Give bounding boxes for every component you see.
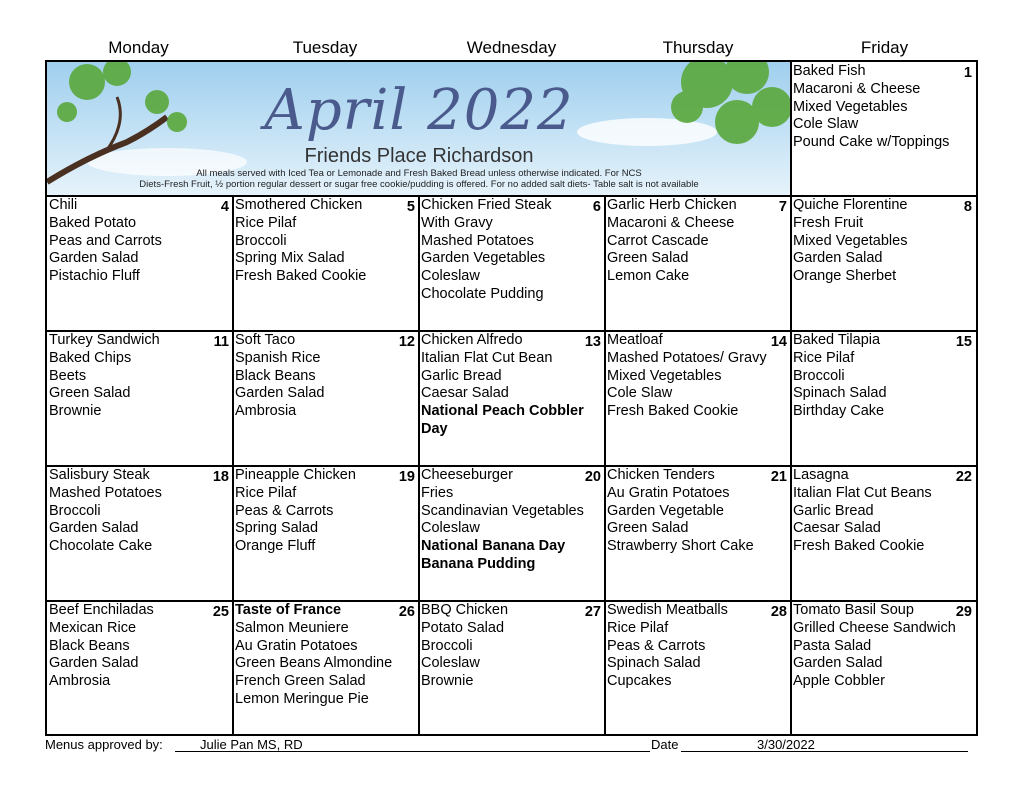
menu-item: Green Salad — [49, 385, 131, 402]
menu-item: Garden Salad — [235, 385, 325, 402]
day-cell-1 — [793, 63, 972, 152]
approved-name: Julie Pan MS, RD — [200, 737, 303, 752]
menu-item: Coleslaw — [421, 655, 480, 672]
menu-item: Garden Salad — [793, 250, 883, 267]
menu-item: Fresh Baked Cookie — [793, 538, 925, 555]
menu-item: Fresh Baked Cookie — [607, 403, 739, 420]
banner-note — [47, 168, 791, 190]
menu-item: Cupcakes — [607, 673, 672, 690]
menu-item: Spinach Salad — [607, 655, 701, 672]
menu-item: Mixed Vegetables — [607, 367, 722, 384]
day-number: 26 — [398, 604, 415, 620]
special-day-note: National Peach Cobbler Day — [421, 403, 584, 437]
approval-footer — [45, 737, 978, 753]
menu-item: Rice Pilaf — [235, 484, 297, 501]
day-cell-19 — [235, 467, 415, 556]
day-cell-28 — [607, 602, 787, 691]
day-cell-18 — [49, 467, 229, 556]
menu-item: Scandinavian Vegetables — [421, 502, 584, 519]
menu-item: Fresh Baked Cookie — [235, 268, 367, 285]
menu-item: Salmon Meuniere — [235, 619, 349, 636]
menu-item: Cole Slaw — [607, 385, 673, 402]
menu-item: Coleslaw — [421, 520, 480, 537]
grid-column-divider — [790, 62, 792, 734]
date-label: Date — [651, 737, 679, 752]
day-number: 5 — [406, 199, 415, 215]
menu-item: Fries — [421, 484, 454, 501]
menu-item: Pineapple Chicken — [235, 467, 356, 483]
menu-item: Macaroni & Cheese — [793, 80, 921, 97]
day-number: 4 — [220, 199, 229, 215]
menu-item: Black Beans — [49, 637, 130, 654]
menu-item: Mashed Potatoes — [49, 484, 162, 501]
month-banner — [47, 62, 791, 196]
date-line — [681, 751, 968, 752]
menu-item: Tomato Basil Soup — [793, 602, 914, 618]
menu-item: Ambrosia — [49, 673, 111, 690]
menu-item: Garden Salad — [49, 250, 139, 267]
day-number: 7 — [778, 199, 787, 215]
menu-item: Pasta Salad — [793, 637, 872, 654]
menu-item: Garlic Herb Chicken — [607, 197, 737, 213]
menu-item: Black Beans — [235, 367, 316, 384]
menu-item: Caesar Salad — [793, 520, 881, 537]
approved-label: Menus approved by: — [45, 737, 163, 752]
menu-item: Brownie — [421, 673, 474, 690]
menu-item: Chicken Alfredo — [421, 332, 523, 348]
weekday-header — [45, 38, 978, 60]
day-thursday: Thursday — [662, 38, 734, 57]
banner-note-line-2: Diets-Fresh Fruit, ½ portion regular dessert or sugar free cookie/pudding is offered. For no added salt diets- Table salt is not available — [139, 179, 699, 190]
menu-item: Garden Salad — [49, 520, 139, 537]
day-number: 18 — [212, 469, 229, 485]
menu-item: Soft Taco — [235, 332, 296, 348]
day-cell-25 — [49, 602, 229, 691]
menu-item: Salisbury Steak — [49, 467, 150, 483]
menu-item: Cheeseburger — [421, 467, 513, 483]
day-number: 15 — [955, 334, 972, 350]
day-cell-26 — [235, 602, 415, 709]
menu-item: Spring Salad — [235, 520, 319, 537]
day-tuesday: Tuesday — [292, 38, 358, 57]
menu-item: BBQ Chicken — [421, 602, 509, 618]
day-number: 28 — [770, 604, 787, 620]
menu-item: Broccoli — [421, 637, 473, 654]
day-cell-20 — [421, 467, 601, 574]
menu-item: Rice Pilaf — [235, 214, 297, 231]
menu-item: With Gravy — [421, 214, 493, 231]
menu-item: Mashed Potatoes/ Gravy — [607, 349, 767, 366]
menu-item: Chicken Tenders — [607, 467, 715, 483]
day-number: 14 — [770, 334, 787, 350]
menu-item: Peas & Carrots — [607, 637, 706, 654]
day-number: 8 — [963, 199, 972, 215]
menu-item: Italian Flat Cut Beans — [793, 484, 932, 501]
menu-item: Cole Slaw — [793, 116, 859, 133]
banner-title: April 2022 — [264, 78, 574, 143]
menu-item: Peas and Carrots — [49, 232, 162, 249]
day-cell-14 — [607, 332, 787, 421]
day-number: 21 — [770, 469, 787, 485]
menu-item: Quiche Florentine — [793, 197, 908, 213]
day-cell-4 — [49, 197, 229, 286]
banner-note-line-1: All meals served with Iced Tea or Lemonade and Fresh Baked Bread unless otherwise indicated. For NCS — [196, 168, 642, 179]
day-cell-27 — [421, 602, 601, 691]
day-number: 11 — [213, 334, 229, 350]
day-cell-13 — [421, 332, 601, 439]
day-number: 6 — [592, 199, 601, 215]
menu-item: Orange Fluff — [235, 538, 316, 555]
day-cell-12 — [235, 332, 415, 421]
day-cell-22 — [793, 467, 972, 556]
day-cell-7 — [607, 197, 787, 286]
menu-item: Grilled Cheese Sandwich — [793, 619, 956, 636]
menu-item: Rice Pilaf — [793, 349, 855, 366]
menu-item: Pistachio Fluff — [49, 268, 140, 285]
day-cell-15 — [793, 332, 972, 421]
day-number: 19 — [398, 469, 415, 485]
menu-item: Green Salad — [607, 250, 689, 267]
menu-item: Mixed Vegetables — [793, 98, 908, 115]
menu-item: Fresh Fruit — [793, 214, 864, 231]
menu-item: Meatloaf — [607, 332, 663, 348]
menu-item: Taste of France — [235, 602, 342, 618]
menu-item: Garlic Bread — [793, 502, 874, 519]
menu-item: French Green Salad — [235, 673, 366, 690]
menu-item: Green Salad — [607, 520, 689, 537]
menu-item: Garden Salad — [793, 655, 883, 672]
menu-item: Mixed Vegetables — [793, 232, 908, 249]
day-number: 22 — [955, 469, 972, 485]
menu-item: Lemon Meringue Pie — [235, 690, 369, 707]
menu-item: Ambrosia — [235, 403, 297, 420]
day-cell-11 — [49, 332, 229, 421]
special-day-note: Banana Pudding — [421, 555, 536, 572]
menu-item: Au Gratin Potatoes — [607, 484, 730, 501]
day-cell-6 — [421, 197, 601, 304]
menu-item: Spinach Salad — [793, 385, 887, 402]
menu-item: Garden Vegetables — [421, 250, 546, 267]
menu-item: Baked Potato — [49, 214, 137, 231]
day-number: 27 — [584, 604, 601, 620]
menu-item: Beets — [49, 367, 87, 384]
menu-item: Mashed Potatoes — [421, 232, 534, 249]
day-friday: Friday — [860, 38, 909, 57]
menu-item: Garlic Bread — [421, 367, 502, 384]
menu-item: Rice Pilaf — [607, 619, 669, 636]
menu-item: Coleslaw — [421, 268, 480, 285]
menu-item: Lemon Cake — [607, 268, 690, 285]
day-monday: Monday — [108, 38, 169, 57]
day-number: 13 — [584, 334, 601, 350]
day-cell-29 — [793, 602, 972, 691]
menu-item: Baked Tilapia — [793, 332, 881, 348]
menu-item: Garden Vegetable — [607, 502, 724, 519]
menu-item: Caesar Salad — [421, 385, 509, 402]
menu-item: Brownie — [49, 403, 102, 420]
menu-item: Apple Cobbler — [793, 673, 885, 690]
menu-item: Green Beans Almondine — [235, 655, 393, 672]
menu-item: Broccoli — [49, 502, 101, 519]
menu-item: Au Gratin Potatoes — [235, 637, 358, 654]
menu-item: Mexican Rice — [49, 619, 137, 636]
menu-item: Peas & Carrots — [235, 502, 334, 519]
menu-item: Pound Cake w/Toppings — [793, 134, 950, 151]
menu-item: Chocolate Pudding — [421, 285, 544, 302]
menu-item: Broccoli — [235, 232, 287, 249]
menu-item: Chili — [49, 197, 78, 213]
menu-item: Spring Mix Salad — [235, 250, 345, 267]
special-day-note: National Banana Day — [421, 538, 566, 555]
menu-item: Italian Flat Cut Bean — [421, 349, 553, 366]
day-number: 20 — [584, 469, 601, 485]
menu-item: Broccoli — [793, 367, 845, 384]
menu-item: Garden Salad — [49, 655, 139, 672]
banner-subtitle: Friends Place Richardson — [304, 145, 534, 167]
day-cell-8 — [793, 197, 972, 286]
day-number: 12 — [398, 334, 415, 350]
menu-item: Beef Enchiladas — [49, 602, 154, 618]
menu-calendar — [45, 60, 978, 736]
menu-item: Spanish Rice — [235, 349, 321, 366]
menu-item: Strawberry Short Cake — [607, 538, 754, 555]
menu-item: Chocolate Cake — [49, 538, 153, 555]
menu-item: Potato Salad — [421, 619, 505, 636]
menu-item: Carrot Cascade — [607, 232, 709, 249]
day-number: 29 — [955, 604, 972, 620]
menu-item: Chicken Fried Steak — [421, 197, 552, 213]
day-number: 1 — [963, 65, 972, 81]
menu-item: Birthday Cake — [793, 403, 885, 420]
menu-item: Swedish Meatballs — [607, 602, 728, 618]
menu-item: Lasagna — [793, 467, 849, 483]
day-cell-21 — [607, 467, 787, 556]
menu-item: Turkey Sandwich — [49, 332, 160, 348]
menu-item: Orange Sherbet — [793, 268, 897, 285]
day-cell-5 — [235, 197, 415, 286]
menu-item: Macaroni & Cheese — [607, 214, 735, 231]
signature-line — [175, 751, 650, 752]
menu-item: Smothered Chicken — [235, 197, 363, 213]
day-number: 25 — [212, 604, 229, 620]
date-value: 3/30/2022 — [757, 737, 815, 752]
menu-item: Baked Chips — [49, 349, 132, 366]
menu-item: Baked Fish — [793, 63, 866, 79]
day-wednesday: Wednesday — [466, 38, 557, 57]
